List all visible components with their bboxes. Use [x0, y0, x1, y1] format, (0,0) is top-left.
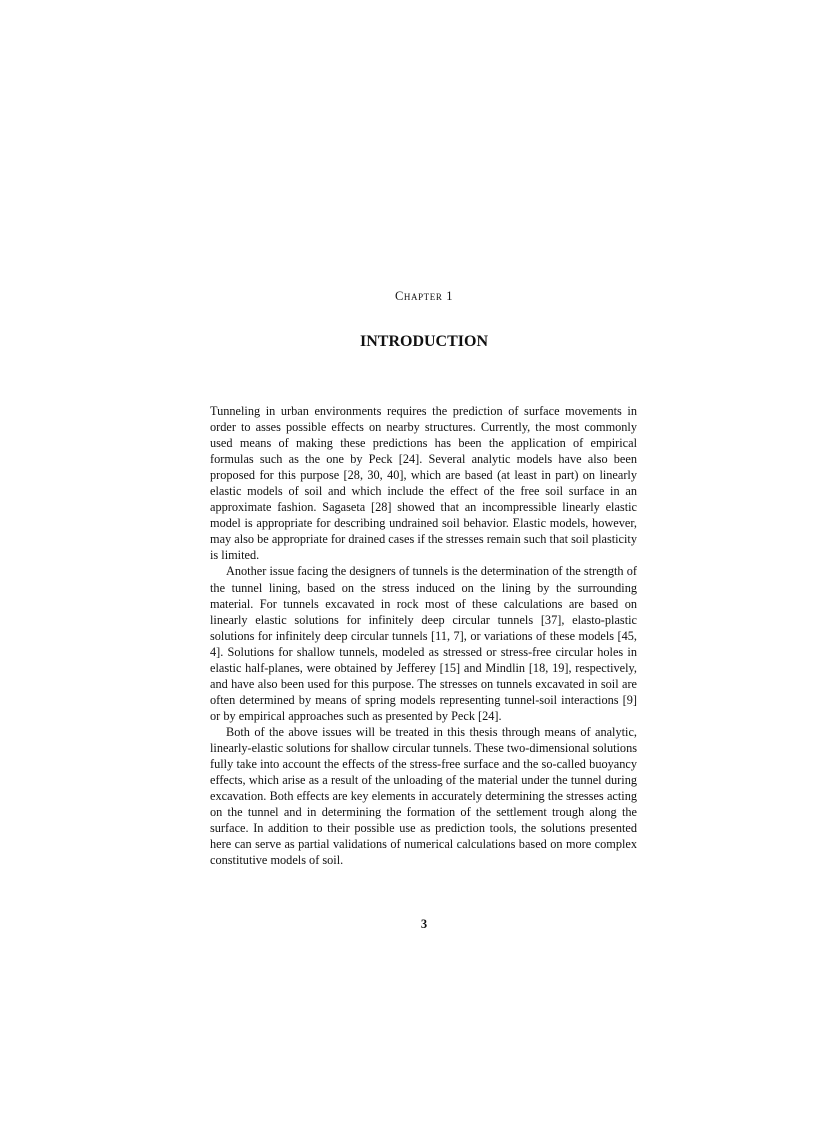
- chapter-label: Chapter 1: [394, 289, 454, 303]
- paragraph: Tunneling in urban environments requires the prediction of surface movements in order to asses possible effects on nearby structures. Currently, the most commonly used means of making these predictions has been the application of empirical formulas such as the one by Peck [24]. Several analytic models have also been proposed for this purpose [28, 30, 40], which are based (at least in part) on linearly elastic models of soil and which include the effect of the free soil surface in an approximate fashion. Sagaseta [28] showed that an incompressible linearly elastic model is appropriate for describing undrained soil behavior. Elastic models, however, may also be appropriate for drained cases if the stresses remain such that soil plasticity is limited.: [210, 404, 637, 563]
- body-text: [210, 403, 637, 868]
- paragraph: Another issue facing the designers of tunnels is the determination of the strength of the tunnel lining, based on the stress induced on the lining by the surrounding material. For tunnels excavated in rock most of these calculations are based on linearly elastic solutions for infinitely deep circular tunnels [37], elasto-plastic solutions for infinitely deep circular tunnels [11, 7], or variations of these models [45, 4]. Solutions for shallow tunnels, modeled as stressed or stress-free circular holes in elastic half-planes, were obtained by Jefferey [15] and Mindlin [18, 19], respectively, and have also been used for this purpose. The stresses on tunnels excavated in soil are often determined by means of spring models representing tunnel-soil interactions [9] or by empirical approaches such as presented by Peck [24].: [210, 564, 637, 723]
- chapter-title: INTRODUCTION: [359, 333, 488, 350]
- paragraph: Both of the above issues will be treated in this thesis through means of analytic, linearly-elastic solutions for shallow circular tunnels. These two-dimensional solutions fully take into account the effects of the stress-free surface and the so-called buoyancy effects, which arise as a result of the unloading of the material under the tunnel during excavation. Both effects are key elements in accurately determining the stresses acting on the tunnel and in determining the formation of the settlement trough along the surface. In addition to their possible use as prediction tools, the solutions presented here can serve as partial validations of numerical calculations based on more complex constitutive models of soil.: [210, 724, 638, 868]
- page-number: 3: [420, 917, 428, 931]
